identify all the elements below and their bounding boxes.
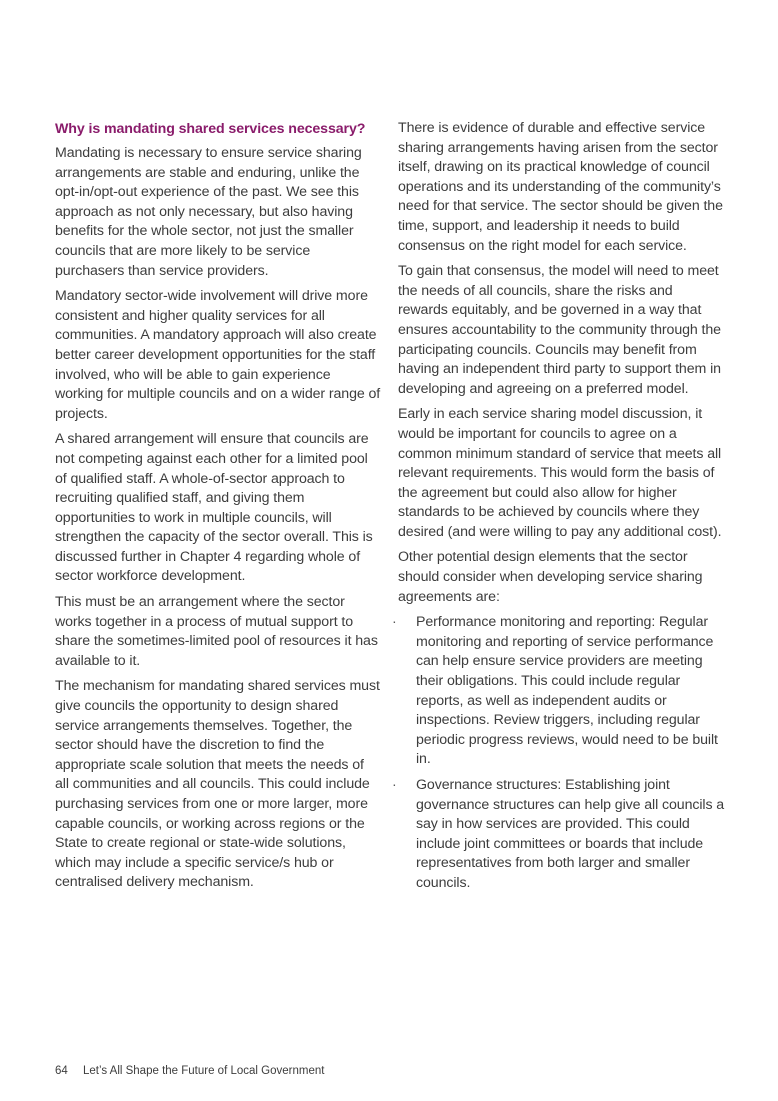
left-column bbox=[55, 119, 381, 899]
body-paragraph: Other potential design elements that the sector should consider when developing service sharing agreements are: bbox=[398, 549, 703, 605]
body-paragraph: Mandating is necessary to ensure service sharing arrangements are stable and enduring, unlike the opt-in/opt-out experience of the past. We see this approach as not only necessary, but also having benefits for the whole sector, not just the smaller councils that are more likely to be service purchasers than service providers. bbox=[55, 145, 362, 279]
page-footer bbox=[55, 1065, 324, 1077]
body-paragraph: Mandatory sector-wide involvement will drive more consistent and higher quality services for all communities. A mandatory approach will also create better career development opportunities for the staff involved, who will be able to gain experience working for multiple councils and on a wider range of projects. bbox=[55, 288, 381, 422]
body-paragraph: This must be an arrangement where the sector works together in a process of mutual support to share the sometimes-limited pool of resources it has available to it. bbox=[55, 594, 378, 669]
bullet-icon: · bbox=[392, 614, 397, 631]
body-paragraph: The mechanism for mandating shared services must give councils the opportunity to design shared service arrangements themselves. Together, the sector should have the discretion to find the appropriate scale solution that meets the needs of all communities and all councils. This could include purchasing services from one or more larger, more capable councils, or working across regions or the State to create regional or state-wide solutions, which may include a specific service/s hub or centralised delivery mechanism. bbox=[55, 678, 380, 891]
body-paragraph: Early in each service sharing model discussion, it would be important for councils to agree on a common minimum standard of service that meets all relevant requirements. This would form the basis of the agreement but could also allow for higher standards to be achieved by councils where they desired (and were willing to pay any additional cost). bbox=[398, 406, 722, 540]
list-item bbox=[392, 776, 726, 894]
page-number: 64 bbox=[55, 1065, 68, 1077]
bullet-icon: · bbox=[392, 777, 397, 793]
list-item-text: Governance structures: Establishing joint governance structures can help give all councils a say in how services are provided. This could include joint committees or boards that include representatives from both larger and smaller councils. bbox=[416, 777, 725, 891]
right-column bbox=[392, 119, 726, 900]
body-paragraph: To gain that consensus, the model will need to meet the needs of all councils, share the risks and rewards equitably, and be governed in a way that ensures accountability to the community through the participating councils. Councils may benefit from having an independent third party to support them in developing and agreeing on a preferred model. bbox=[398, 263, 721, 397]
design-elements-list bbox=[392, 613, 726, 893]
body-paragraph: A shared arrangement will ensure that councils are not competing against each other for a limited pool of qualified staff. A whole-of-sector approach to recruiting qualified staff, and giving them opportunities to work in multiple councils, will strengthen the capacity of the sector overall. This is discussed further in Chapter 4 regarding whole of sector workforce development. bbox=[55, 431, 373, 585]
list-item-text: Performance monitoring and reporting: Regular monitoring and reporting of service performance can help ensure service providers are meeting their obligations. This could include regular reports, as well as independent audits or inspections. Review triggers, including regular periodic progress reviews, would need to be built in. bbox=[416, 614, 718, 768]
document-title: Let’s All Shape the Future of Local Government bbox=[83, 1065, 325, 1077]
list-item bbox=[392, 613, 726, 770]
body-paragraph: There is evidence of durable and effective service sharing arrangements having arisen from the sector itself, drawing on its practical knowledge of council operations and its understanding of the community’s need for that service. The sector should be given the time, support, and leadership it needs to build consensus on the right model for each service. bbox=[398, 120, 723, 254]
section-heading: Why is mandating shared services necessary? bbox=[55, 121, 366, 137]
